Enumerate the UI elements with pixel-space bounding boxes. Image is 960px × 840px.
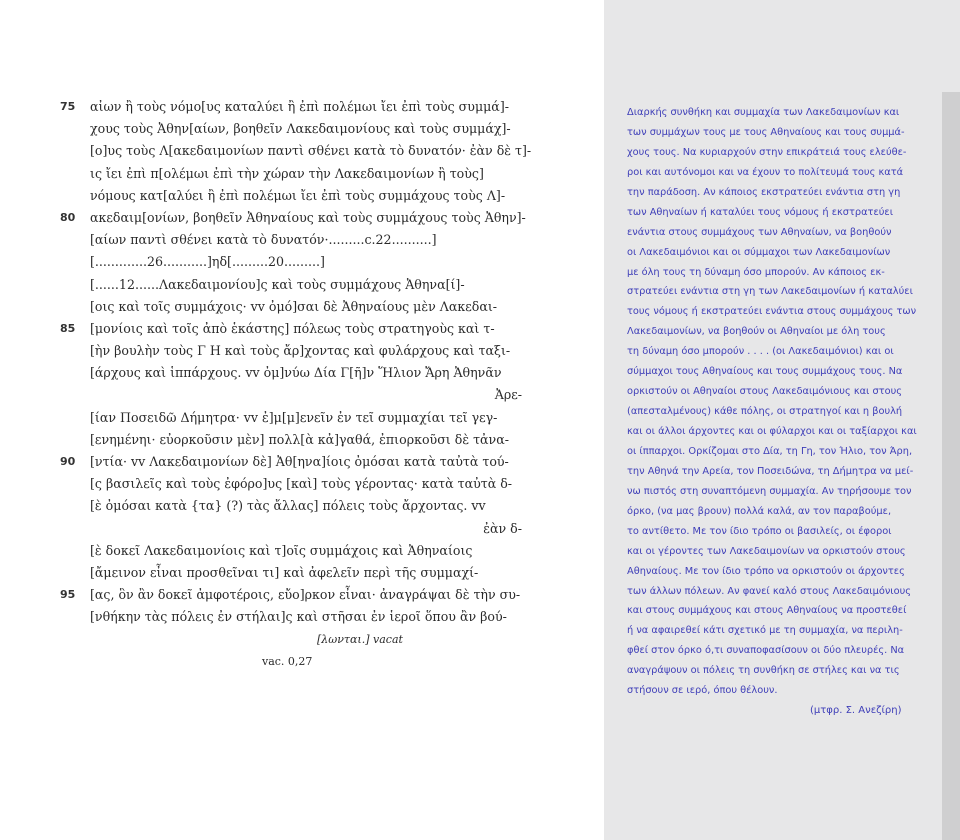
greek-line-text: [ὲ δοκεῖ Λακεδαιμονίοις καὶ τ]οῖς συμμάχοις καὶ Ἀθηναίοις xyxy=(90,542,473,558)
greek-line xyxy=(62,495,492,517)
greek-line xyxy=(60,584,521,606)
greek-line xyxy=(62,185,506,207)
greek-line-text: αἰων ἢ τοὺς νόμο[υς καταλύει ἢ ἐπὶ πολέμωι ἴει ἐπὶ τοὺς συμμά]- xyxy=(90,99,509,114)
translation-line: αναγράψουν οι πόλεις τη συνθήκη σε στήλες και να τις xyxy=(627,665,900,677)
greek-line-text: [νθήκην τὰς πόλεις ἐν στήλαι]ς καὶ στῆσαι ἐν ἱεροῖ ὅπου ἂν βού- xyxy=(90,609,507,625)
greek-line xyxy=(62,629,492,651)
greek-line xyxy=(62,118,511,140)
greek-line xyxy=(62,140,532,162)
translation-line: σύμμαχοι τους Αθηναίους και τους συμμάχους τους. Να xyxy=(627,366,903,378)
greek-line-text: [άρχους καὶ ἱππάρχους. vv ὀμ]νύω Δία Γ[ῆ]ν Ἥλιον Ἄρη Ἀθηνᾶν xyxy=(90,365,502,381)
translation-line: (απεσταλμένους) κάθε πόλης, οι στρατηγοί και η βουλή xyxy=(627,406,903,418)
translation-line: των συμμάχων τους με τους Αθηναίους και τους συμμά- xyxy=(627,126,905,138)
greek-line xyxy=(62,296,498,318)
greek-line-text: [......12......Λακεδαιμονίου]ς καὶ τοὺς συμμάχους Ἀθηνα[ί]- xyxy=(90,276,465,292)
greek-line xyxy=(62,562,492,584)
greek-translation-text xyxy=(627,103,917,701)
greek-line xyxy=(62,651,492,673)
translation-line: φθεί στον όρκο ό,τι συναποφασίσουν οι δύο πλευρές. Να xyxy=(627,645,905,657)
greek-line-text: [ς βασιλεῖς καὶ τοὺς ἐφόρο]υς [καὶ] τοὺς γέροντας· κατὰ ταὐτὰ δ- xyxy=(90,476,513,492)
greek-line xyxy=(62,274,492,296)
translation-line: με όλη τους τη δύναμη όσο μπορούν. Αν κάποιος εκ- xyxy=(627,266,885,278)
line-number: 85 xyxy=(60,321,76,335)
greek-line-text: χους τοὺς Ἀθην[αίων, βοηθεῖν Λακεδαιμονίους καὶ τοὺς συμμάχ]- xyxy=(90,121,511,137)
greek-line-text: [λωνται.] vacat xyxy=(317,632,403,646)
greek-line-text: ις ἴει ἐπὶ π[ολέμωι ἐπὶ τὴν χώραν τὴν Λακεδαιμονίων ἢ τοὺς] xyxy=(90,165,484,181)
line-number: 90 xyxy=(60,455,76,468)
greek-line-text: Ἀρε- xyxy=(494,387,522,403)
greek-line-text: [αίων παντὶ σθένει κατὰ τὸ δυνατόν·.........c.22..........] xyxy=(90,232,437,248)
greek-line xyxy=(62,163,492,185)
greek-line-text: [ὲ ὀμόσαι κατὰ {τα} (?) τὰς ἄλλας] πόλεις τοὺς ἄρχοντας. vv xyxy=(90,498,486,514)
translation-line: την Αθηνά την Αρεία, τον Ποσειδώνα, τη Δήμητρα να μεί- xyxy=(627,465,914,477)
greek-line-text: νόμους κατ[αλύει ἢ ἐπὶ πολέμωι ἴει ἐπὶ τοὺς συμμάχους τοὺς Λ]- xyxy=(90,187,506,203)
greek-line xyxy=(62,540,492,562)
greek-line-text: ἐὰν δ- xyxy=(483,520,522,536)
greek-line-text: [ενημένηι· εὐορκοῦσιν μὲν] πολλ[ὰ κἀ]γαθά, ἐπιορκοῦσι δὲ τἀνα- xyxy=(90,431,509,447)
translation-line: το αντίθετο. Με τον ίδιο τρόπο οι βασιλείς, οι έφοροι xyxy=(627,525,892,537)
greek-line xyxy=(62,340,511,362)
translation-line: και στους συμμάχους και στους Αθηναίους να προστεθεί xyxy=(627,605,907,617)
translation-line: Αθηναίους. Με τον ίδιο τρόπο να ορκιστούν οι άρχοντες xyxy=(627,565,905,577)
greek-line xyxy=(62,251,492,273)
translation-line: των Αθηναίων ή καταλύει τους νόμους ή εκστρατεύει xyxy=(627,206,894,218)
greek-line-text: vac. 0,27 xyxy=(262,654,313,668)
translator-credit: (μτφρ. Σ. Ανεζίρη) xyxy=(810,705,902,716)
translation-line: ορκιστούν οι Αθηναίοι στους Λακεδαιμόνιους και στους xyxy=(627,386,903,398)
translation-line: Λακεδαιμονίων, να βοηθούν οι Αθηναίοι με όλη τους xyxy=(627,326,886,338)
translation-line: οι Λακεδαιμόνιοι και οι σύμμαχοι των Λακεδαιμονίων xyxy=(627,246,891,258)
translation-line: των άλλων πόλεων. Αν φανεί καλό στους Λακεδαιμόνιους xyxy=(627,585,912,597)
translation-line: τους νόμους ή εκστρατεύει ενάντια στους συμμάχους των xyxy=(627,306,917,318)
greek-line xyxy=(60,318,495,340)
greek-line xyxy=(62,429,509,451)
translation-line: χους τους. Να κυριαρχούν στην επικράτειά τους ελεύθε- xyxy=(627,146,907,158)
greek-line xyxy=(62,407,498,429)
translation-line: οι ίππαρχοι. Ορκίζομαι στο Δία, τη Γη, τον Ήλιο, τον Άρη, xyxy=(627,445,913,457)
greek-line-text: [ἄμεινον εἶναι προσθεῖναι τι] καὶ ἀφελεῖν περὶ τῆς συμμαχί- xyxy=(90,564,479,580)
greek-line xyxy=(62,229,492,251)
greek-line xyxy=(62,606,507,628)
translation-line: νω πιστός στη συναπτόμενη συμμαχία. Αν τηρήσουμε τον xyxy=(627,485,912,497)
greek-line-text: ακεδαιμ[ονίων, βοηθεῖν Ἀθηναίους καὶ τοὺς συμμάχους τοὺς Ἀθην]- xyxy=(90,209,526,225)
greek-line xyxy=(60,451,509,473)
line-number: 80 xyxy=(60,210,76,224)
greek-line-text: [μονίοις καὶ τοῖς ἀπὸ ἑκάστης] πόλεως τοὺς στρατηγοὺς καὶ τ- xyxy=(90,320,495,336)
translation-line: και οι άλλοι άρχοντες και οι φύλαρχοι και οι ταξίαρχοι και xyxy=(627,426,917,437)
greek-line xyxy=(60,207,526,229)
greek-inscription-text xyxy=(60,96,532,673)
greek-line-text: [.............26...........]ηδ[.........20.........] xyxy=(90,254,325,270)
translation-line: την παράδοση. Αν κάποιος εκστρατεύει ενάντια στη γη xyxy=(627,186,901,198)
greek-line xyxy=(60,96,509,118)
greek-line-text: [ο]υς τοὺς Λ[ακεδαιμονίων παντὶ σθένει κατὰ τὸ δυνατόν· ἐὰν δὲ τ]- xyxy=(90,143,532,159)
line-number: 95 xyxy=(60,588,76,602)
translation-line: ή να αφαιρεθεί κάτι σχετικό με τη συμμαχία, να περιλη- xyxy=(627,625,903,637)
greek-line xyxy=(62,518,522,540)
greek-line xyxy=(62,362,502,384)
line-number: 75 xyxy=(60,100,76,113)
translation-line: τη δύναμη όσο μπορούν . . . . (οι Λακεδαιμόνιοι) και οι xyxy=(627,346,894,358)
translation-line: όρκο, (να μας βρουν) πολλά καλά, αν τον παραβούμε, xyxy=(627,505,892,517)
greek-line-text: [ὴν βουλὴν τοὺς Γ Η καὶ τοὺς ἄρ]χοντας καὶ φυλάρχους καὶ ταξι- xyxy=(90,343,511,359)
greek-line-text: [ας, ὃν ἂν δοκεῖ ἀμφοτέροις, εὔο]ρκον εἶναι· ἀναγράψαι δὲ τὴν συ- xyxy=(90,587,521,603)
greek-line-text: [ντία· vv Λακεδαιμονίων δὲ] Ἀθ[ηνα]ίοις ὀμόσαι κατὰ ταὐτὰ τού- xyxy=(90,454,509,469)
translation-line: στήσουν σε ιερό, όπου θέλουν. xyxy=(627,685,778,697)
translation-line: ροι και αυτόνομοι και να έχουν το πολίτευμά τους κατά xyxy=(627,166,904,178)
translation-line: στρατεύει ενάντια στη γη των Λακεδαιμονίων ή καταλύει xyxy=(627,286,913,298)
translation-line: και οι γέροντες των Λακεδαιμονίων να ορκιστούν στους xyxy=(627,545,906,557)
greek-line-text: [ίαν Ποσειδῶ Δήμητρα· vv ἐ]μ[μ]ενεῖν ἐν τεῖ συμμαχίαι τεῖ γεγ- xyxy=(90,409,498,425)
translation-line: Διαρκής συνθήκη και συμμαχία των Λακεδαιμονίων και xyxy=(627,107,900,118)
translation-line: ενάντια στους συμμάχους των Αθηναίων, να βοηθούν xyxy=(627,226,892,238)
greek-line xyxy=(62,473,513,495)
book-page-edge xyxy=(942,92,960,840)
greek-line-text: [οις καὶ τοῖς συμμάχοις· vv ὀμό]σαι δὲ Ἀθηναίους μὲν Λακεδαι- xyxy=(90,298,498,314)
greek-line xyxy=(62,384,522,406)
